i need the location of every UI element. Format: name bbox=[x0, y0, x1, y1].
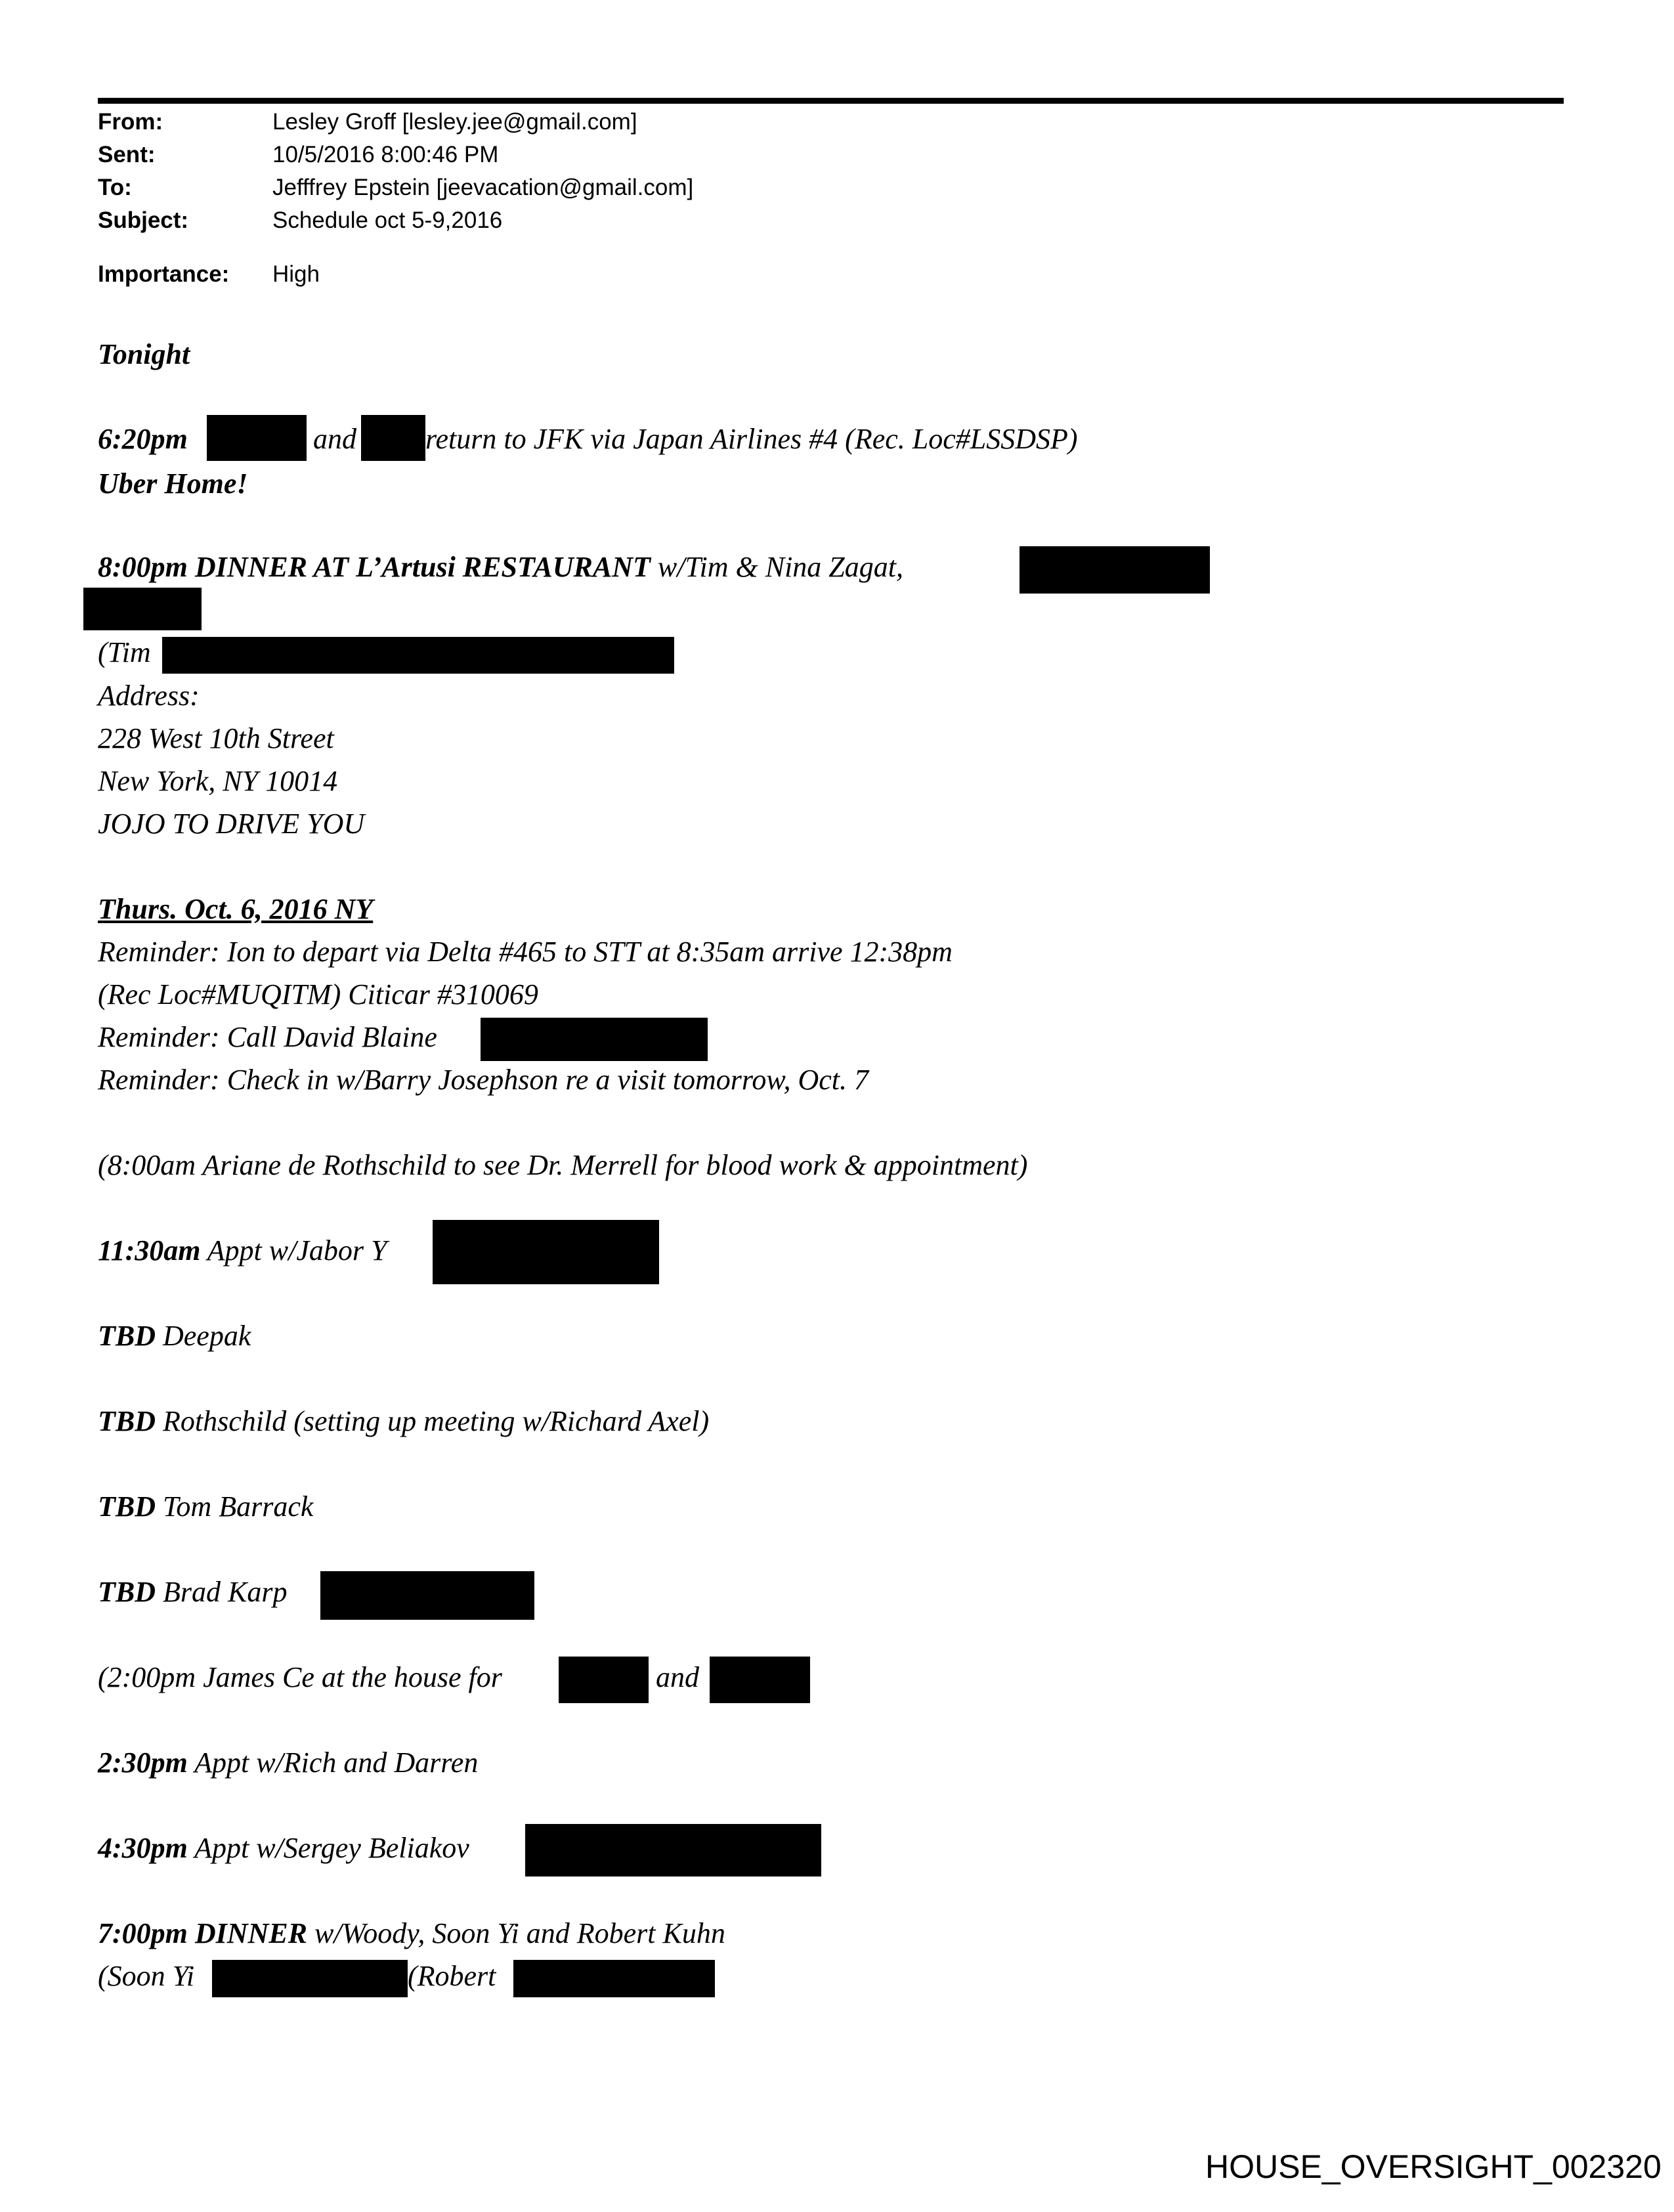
driver-note: JOJO TO DRIVE YOU bbox=[98, 808, 365, 840]
redaction-box bbox=[212, 1960, 408, 1997]
and-text: and bbox=[656, 1661, 699, 1693]
tbd-deepak bbox=[98, 1318, 251, 1354]
appt-text: Appt w/Jabor Y bbox=[200, 1234, 387, 1267]
redaction-box bbox=[1019, 546, 1210, 594]
sent-row bbox=[98, 141, 498, 169]
tbd-karp bbox=[98, 1574, 287, 1610]
from-label: From: bbox=[98, 109, 163, 135]
address-street: 228 West 10th Street bbox=[98, 722, 334, 754]
time-label: 2:30pm bbox=[98, 1746, 188, 1779]
tbd-label: TBD bbox=[98, 1576, 156, 1608]
tbd-label: TBD bbox=[98, 1320, 156, 1352]
and-text: and bbox=[313, 423, 356, 455]
tbd-text: Rothschild (setting up meeting w/Richard Axel) bbox=[156, 1405, 710, 1437]
schedule-line bbox=[98, 422, 188, 457]
importance-value: High bbox=[272, 261, 320, 287]
reminder-2: Reminder: Call David Blaine bbox=[98, 1021, 437, 1053]
reminder-1-cont: (Rec Loc#MUQITM) Citicar #310069 bbox=[98, 978, 538, 1010]
address-city: New York, NY 10014 bbox=[98, 765, 338, 797]
dinner-title: 7:00pm DINNER bbox=[98, 1917, 308, 1949]
redaction-box bbox=[207, 415, 307, 461]
time-label: 11:30am bbox=[98, 1234, 201, 1267]
redaction-box bbox=[361, 415, 425, 461]
appt-text: Appt w/Sergey Beliakov bbox=[187, 1832, 469, 1864]
day-heading: Thurs. Oct. 6, 2016 NY bbox=[98, 893, 374, 925]
tbd-rothschild bbox=[98, 1404, 709, 1439]
importance-row bbox=[98, 260, 320, 289]
subject-row bbox=[98, 206, 502, 235]
james-ce-line: (2:00pm James Ce at the house for bbox=[98, 1661, 502, 1693]
address-label: Address: bbox=[98, 680, 200, 712]
redaction-box bbox=[559, 1657, 649, 1703]
from-row bbox=[98, 108, 637, 137]
redaction-box bbox=[320, 1571, 534, 1620]
tim-line: (Tim bbox=[98, 636, 151, 668]
robert-contact: (Robert bbox=[408, 1960, 496, 1992]
subject-value: Schedule oct 5-9,2016 bbox=[272, 207, 503, 233]
redaction-box bbox=[525, 1824, 821, 1876]
header-rule bbox=[98, 98, 1564, 104]
sent-label: Sent: bbox=[98, 142, 156, 167]
to-label: To: bbox=[98, 175, 132, 200]
reminder-1: Reminder: Ion to depart via Delta #465 to STT at 8:35am arrive 12:38pm bbox=[98, 936, 953, 968]
bates-number: HOUSE_OVERSIGHT_002320 bbox=[1205, 2148, 1662, 2185]
appt-jabor bbox=[98, 1233, 387, 1269]
tbd-label: TBD bbox=[98, 1490, 156, 1523]
dinner-title: 8:00pm DINNER AT L’Artusi RESTAURANT bbox=[98, 551, 651, 583]
appt-rich-darren bbox=[98, 1745, 478, 1781]
redaction-box bbox=[513, 1960, 715, 1997]
ariane-appointment: (8:00am Ariane de Rothschild to see Dr. Merrell for blood work & appointment) bbox=[98, 1149, 1028, 1181]
dinner-guests: w/Woody, Soon Yi and Robert Kuhn bbox=[307, 1917, 725, 1949]
reminder-3: Reminder: Check in w/Barry Josephson re a visit tomorrow, Oct. 7 bbox=[98, 1064, 869, 1096]
soon-yi-contact: (Soon Yi bbox=[98, 1960, 195, 1992]
redaction-box bbox=[481, 1018, 708, 1061]
tbd-text: Tom Barrack bbox=[156, 1490, 314, 1523]
from-value: Lesley Groff [lesley.jee@gmail.com] bbox=[272, 109, 637, 135]
to-value: Jefffrey Epstein [jeevacation@gmail.com] bbox=[272, 175, 694, 200]
appt-beliakov bbox=[98, 1831, 469, 1866]
tbd-text: Brad Karp bbox=[156, 1576, 288, 1608]
dinner-line bbox=[98, 550, 903, 585]
appt-text: Appt w/Rich and Darren bbox=[187, 1746, 479, 1779]
tbd-text: Deepak bbox=[156, 1320, 251, 1352]
sent-value: 10/5/2016 8:00:46 PM bbox=[272, 142, 499, 167]
importance-label: Importance: bbox=[98, 261, 230, 287]
time-label: 6:20pm bbox=[98, 423, 188, 455]
redaction-box bbox=[433, 1220, 659, 1284]
tbd-barrack bbox=[98, 1489, 313, 1525]
subject-label: Subject: bbox=[98, 207, 189, 233]
flight-text: return to JFK via Japan Airlines #4 (Rec. Loc#LSSDSP) bbox=[425, 423, 1078, 455]
tbd-label: TBD bbox=[98, 1405, 156, 1437]
redaction-box bbox=[710, 1657, 810, 1703]
section-tonight: Tonight bbox=[98, 338, 190, 370]
redaction-box bbox=[162, 637, 674, 674]
to-row bbox=[98, 173, 693, 202]
dinner-guests: w/Tim & Nina Zagat, bbox=[650, 551, 903, 583]
dinner-woody bbox=[98, 1916, 725, 1951]
time-label: 4:30pm bbox=[98, 1832, 188, 1864]
redaction-box bbox=[83, 588, 202, 630]
uber-home: Uber Home! bbox=[98, 467, 248, 500]
